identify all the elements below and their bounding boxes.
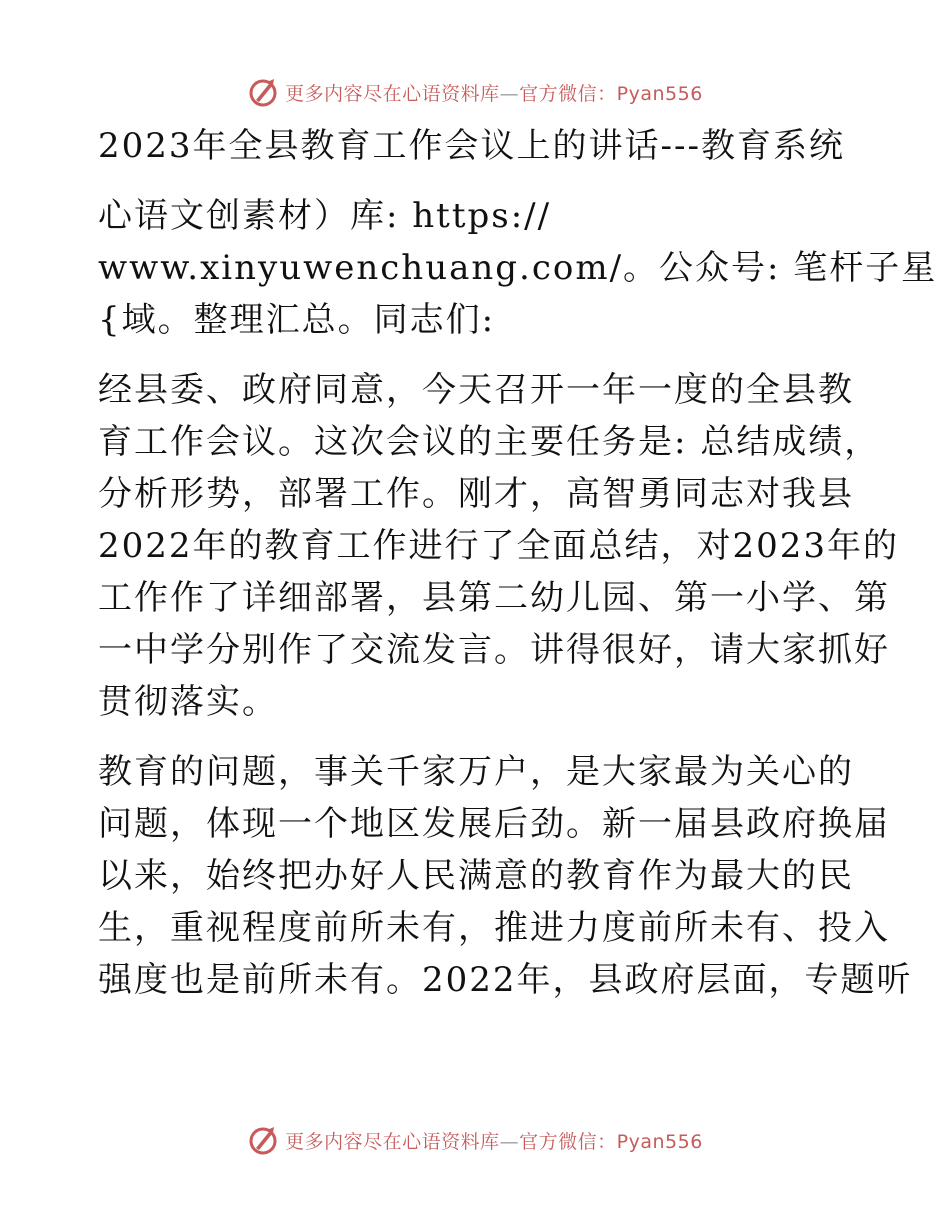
header-line: 心语文创素材）库: https:// xyxy=(98,196,552,236)
paragraph-line: 生，重视程度前所未有，推进力度前所未有、投入 xyxy=(98,908,890,948)
paragraph-line: 强度也是前所未有。2022年，县政府层面，专题听 xyxy=(98,960,913,1000)
watermark-text xyxy=(285,1127,703,1154)
watermark-separator: — xyxy=(499,82,520,105)
watermark-official-text: 官方微信：Pyan556 xyxy=(519,82,703,105)
quill-pen-circle-logo xyxy=(247,1124,279,1156)
paragraph-line: 2022年的教育工作进行了全面总结，对2023年的 xyxy=(98,526,900,566)
paragraph-line: 问题，体现一个地区发展后劲。新一届县政府换届 xyxy=(98,804,890,844)
paragraph-line: 教育的问题，事关千家万户，是大家最为关心的 xyxy=(98,752,854,792)
watermark-library-text: 更多内容尽在心语资料库 xyxy=(285,82,500,105)
paragraph-line: 分析形势，部署工作。刚才，高智勇同志对我县 xyxy=(98,474,854,514)
paragraph-line: 育工作会议。这次会议的主要任务是: 总结成绩， xyxy=(98,422,881,462)
watermark-text xyxy=(285,79,703,106)
paragraph-line: 工作作了详细部署，县第二幼儿园、第一小学、第 xyxy=(98,578,890,618)
header-watermark xyxy=(0,72,950,112)
footer-watermark xyxy=(0,1120,950,1160)
paragraph-line: 以来，始终把办好人民满意的教育作为最大的民 xyxy=(98,856,854,896)
header-line: {域。整理汇总。同志们: xyxy=(98,300,496,340)
paragraph-line: 经县委、政府同意，今天召开一年一度的全县教 xyxy=(98,370,854,410)
document-title: 2023年全县教育工作会议上的讲话---教育系统 xyxy=(98,126,845,166)
document-body xyxy=(98,120,938,1006)
quill-pen-circle-logo xyxy=(247,76,279,108)
paragraph-line: 一中学分别作了交流发言。讲得很好，请大家抓好 xyxy=(98,630,890,670)
paragraph-line: 贯彻落实。 xyxy=(98,682,278,722)
watermark-library-text: 更多内容尽在心语资料库 xyxy=(285,1130,500,1153)
watermark-official-text: 官方微信：Pyan556 xyxy=(519,1130,703,1153)
watermark-separator: — xyxy=(499,1130,520,1153)
header-line: www.xinyuwenchuang.com/。公众号: 笔杆子星 xyxy=(98,248,938,288)
